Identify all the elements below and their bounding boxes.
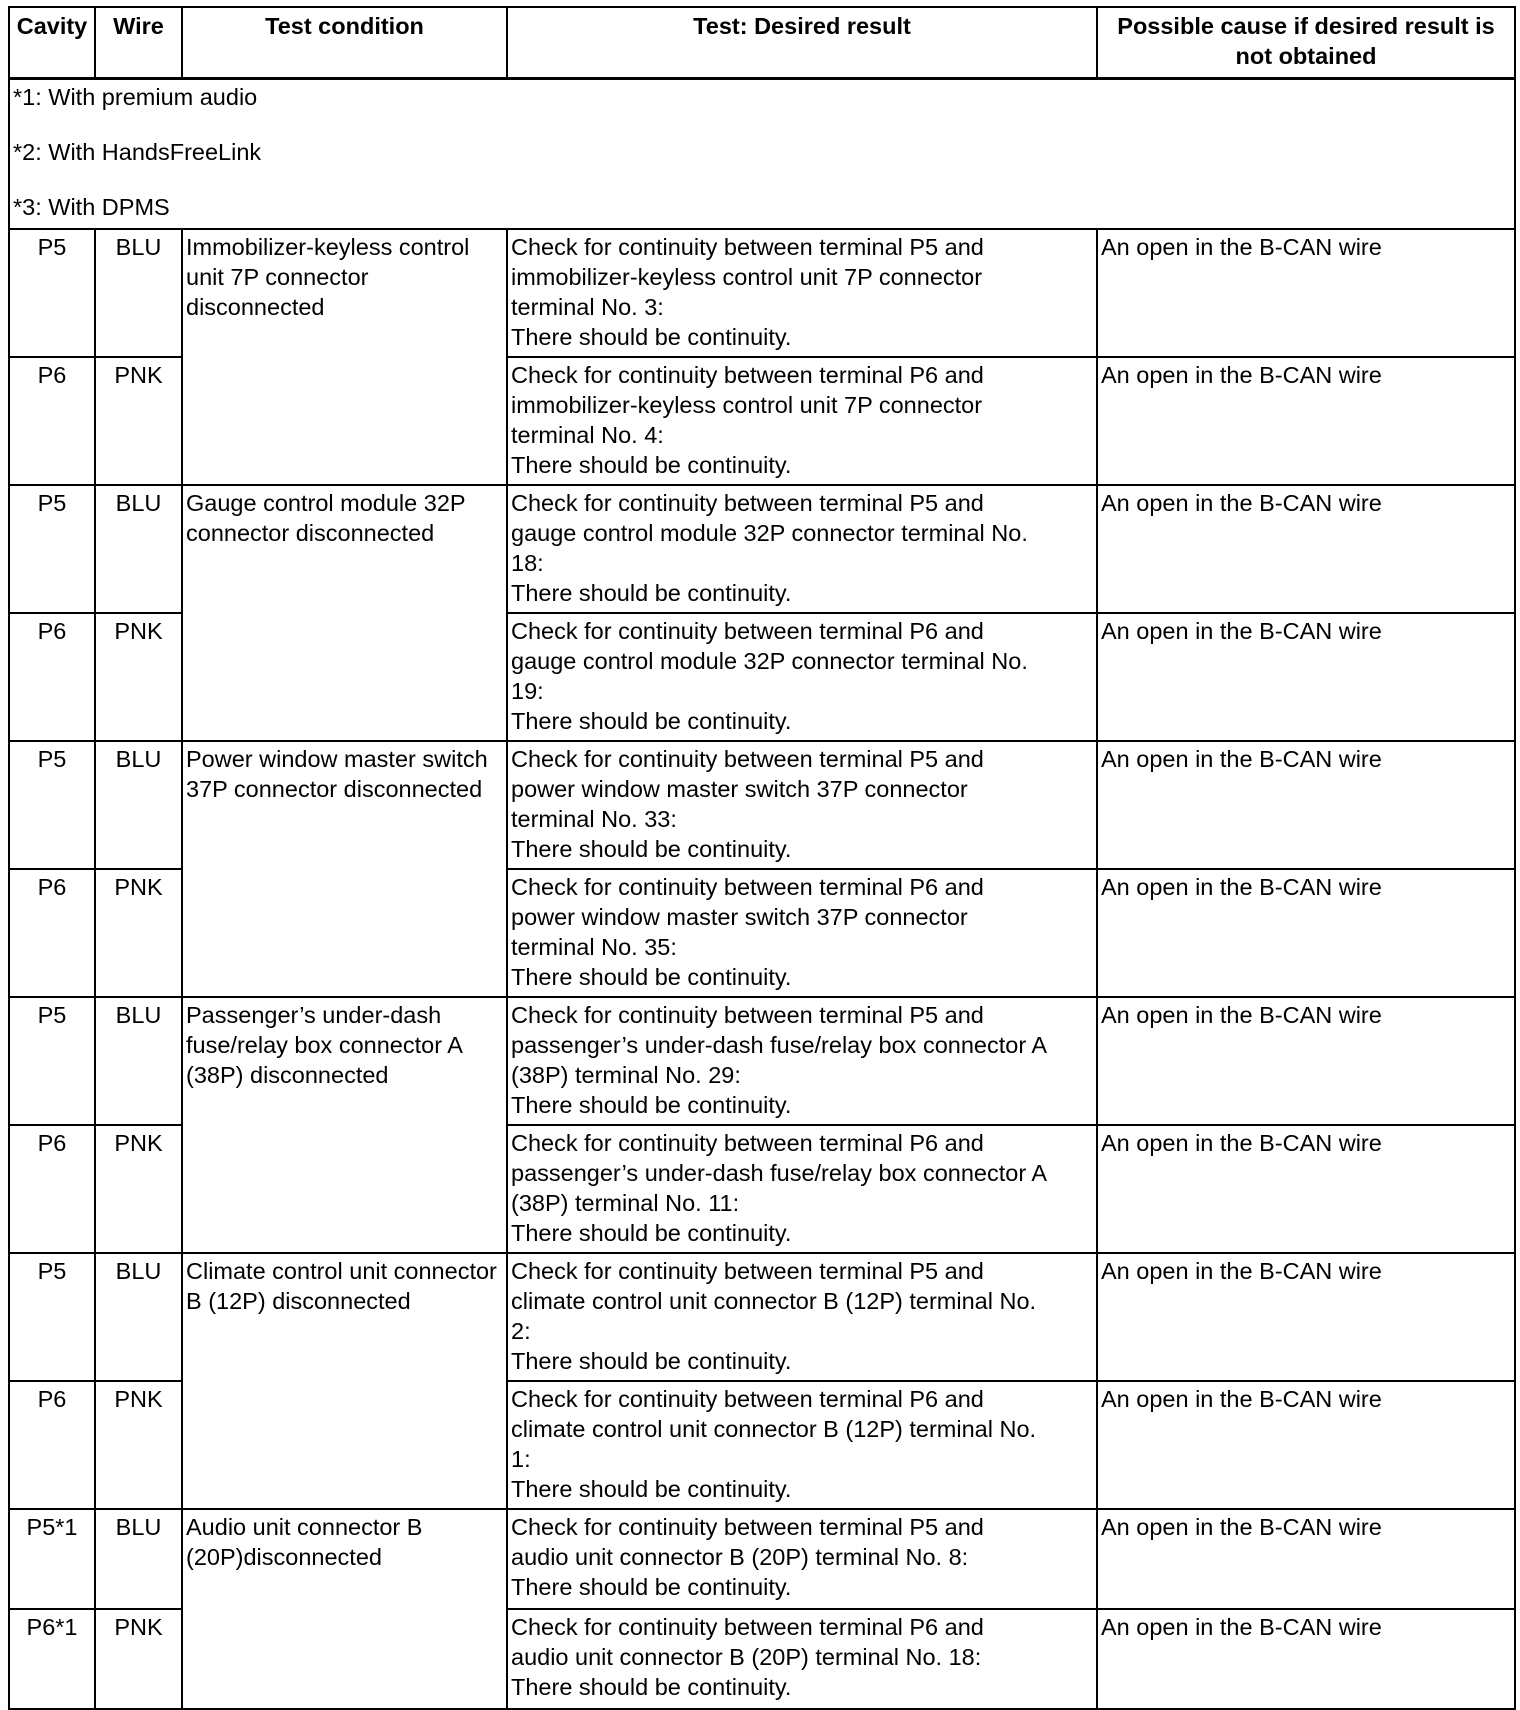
wire-cell: PNK — [95, 357, 182, 485]
result-line: 2: — [511, 1318, 531, 1344]
possible-cause-cell: An open in the B-CAN wire — [1097, 229, 1515, 357]
desired-result-cell — [507, 869, 1097, 997]
result-line: gauge control module 32P connector terminal No. — [511, 648, 1028, 674]
possible-cause-cell: An open in the B-CAN wire — [1097, 1381, 1515, 1509]
cavity-cell: P5*1 — [9, 1509, 95, 1609]
result-line: (38P) terminal No. 29: — [511, 1062, 741, 1088]
result-line: gauge control module 32P connector terminal No. — [511, 520, 1028, 546]
desired-result-cell — [507, 1253, 1097, 1381]
test-condition-cell: Climate control unit connector B (12P) disconnected — [182, 1253, 507, 1509]
desired-result-cell — [507, 1509, 1097, 1609]
desired-result-cell — [507, 997, 1097, 1125]
result-line: 18: — [511, 550, 544, 576]
wire-cell: PNK — [95, 613, 182, 741]
wire-cell: BLU — [95, 1253, 182, 1381]
note-handsfreelink: *2: With HandsFreeLink — [13, 139, 262, 165]
result-line: terminal No. 35: — [511, 934, 677, 960]
table-row — [9, 741, 1515, 869]
desired-result-cell — [507, 741, 1097, 869]
header-row — [9, 7, 1515, 79]
possible-cause-cell: An open in the B-CAN wire — [1097, 997, 1515, 1125]
desired-result-cell — [507, 357, 1097, 485]
result-line: There should be continuity. — [511, 1092, 792, 1118]
possible-cause-cell: An open in the B-CAN wire — [1097, 613, 1515, 741]
result-line: Check for continuity between terminal P5 and — [511, 1514, 984, 1540]
result-line: audio unit connector B (20P) terminal No. 18: — [511, 1644, 982, 1670]
test-condition-cell: Passenger’s under-dash fuse/relay box connector A (38P) disconnected — [182, 997, 507, 1253]
result-line: There should be continuity. — [511, 452, 792, 478]
wire-cell: BLU — [95, 741, 182, 869]
desired-result-cell — [507, 1609, 1097, 1709]
result-line: Check for continuity between terminal P6 and — [511, 874, 984, 900]
test-table — [8, 6, 1516, 1710]
header-desired-result: Test: Desired result — [507, 7, 1097, 79]
cavity-cell: P6 — [9, 869, 95, 997]
result-line: Check for continuity between terminal P6 and — [511, 1386, 984, 1412]
result-line: Check for continuity between terminal P6 and — [511, 1614, 984, 1640]
result-line: Check for continuity between terminal P5 and — [511, 1002, 984, 1028]
table-row — [9, 1509, 1515, 1609]
wire-cell: PNK — [95, 1609, 182, 1709]
cavity-cell: P5 — [9, 485, 95, 613]
table-row — [9, 997, 1515, 1125]
wire-cell: BLU — [95, 997, 182, 1125]
result-line: There should be continuity. — [511, 1348, 792, 1374]
result-line: Check for continuity between terminal P5 and — [511, 746, 984, 772]
result-line: There should be continuity. — [511, 324, 792, 350]
header-cavity: Cavity — [9, 7, 95, 79]
result-line: climate control unit connector B (12P) terminal No. — [511, 1288, 1037, 1314]
result-line: terminal No. 3: — [511, 294, 664, 320]
header-possible-cause-line-2: not obtained — [1235, 43, 1377, 69]
desired-result-cell — [507, 1381, 1097, 1509]
test-condition-cell: Audio unit connector B (20P)disconnected — [182, 1509, 507, 1709]
wire-cell: PNK — [95, 1125, 182, 1253]
result-line: Check for continuity between terminal P5 and — [511, 234, 984, 260]
result-line: audio unit connector B (20P) terminal No. 8: — [511, 1544, 969, 1570]
cavity-cell: P6 — [9, 1381, 95, 1509]
result-line: There should be continuity. — [511, 1220, 792, 1246]
result-line: Check for continuity between terminal P5 and — [511, 490, 984, 516]
cavity-cell: P5 — [9, 1253, 95, 1381]
table-row — [9, 1253, 1515, 1381]
result-line: terminal No. 4: — [511, 422, 664, 448]
test-condition-cell: Gauge control module 32P connector disconnected — [182, 485, 507, 741]
possible-cause-cell: An open in the B-CAN wire — [1097, 1125, 1515, 1253]
table-row — [9, 229, 1515, 357]
possible-cause-cell: An open in the B-CAN wire — [1097, 357, 1515, 485]
result-line: There should be continuity. — [511, 580, 792, 606]
header-test-condition: Test condition — [182, 7, 507, 79]
note-premium-audio: *1: With premium audio — [13, 84, 258, 110]
result-line: Check for continuity between terminal P6 and — [511, 618, 984, 644]
cavity-cell: P5 — [9, 997, 95, 1125]
cavity-cell: P6 — [9, 357, 95, 485]
result-line: There should be continuity. — [511, 1674, 792, 1700]
wire-cell: BLU — [95, 229, 182, 357]
result-line: climate control unit connector B (12P) terminal No. — [511, 1416, 1037, 1442]
result-line: power window master switch 37P connector — [511, 776, 968, 802]
wire-cell: BLU — [95, 1509, 182, 1609]
header-wire: Wire — [95, 7, 182, 79]
result-line: There should be continuity. — [511, 964, 792, 990]
wire-cell: PNK — [95, 1381, 182, 1509]
result-line: Check for continuity between terminal P5 and — [511, 1258, 984, 1284]
result-line: power window master switch 37P connector — [511, 904, 968, 930]
result-line: Check for continuity between terminal P6 and — [511, 1130, 984, 1156]
possible-cause-cell: An open in the B-CAN wire — [1097, 1253, 1515, 1381]
result-line: terminal No. 33: — [511, 806, 677, 832]
result-line: There should be continuity. — [511, 708, 792, 734]
possible-cause-cell: An open in the B-CAN wire — [1097, 1509, 1515, 1609]
test-condition-cell: Power window master switch 37P connector disconnected — [182, 741, 507, 997]
wire-cell: BLU — [95, 485, 182, 613]
possible-cause-cell: An open in the B-CAN wire — [1097, 485, 1515, 613]
result-line: immobilizer-keyless control unit 7P connector — [511, 392, 983, 418]
header-possible-cause-line-1: Possible cause if desired result is — [1117, 13, 1495, 39]
desired-result-cell — [507, 229, 1097, 357]
result-line: 1: — [511, 1446, 531, 1472]
result-line: There should be continuity. — [511, 836, 792, 862]
result-line: There should be continuity. — [511, 1574, 792, 1600]
header-possible-cause — [1097, 7, 1515, 79]
notes-cell — [9, 79, 1515, 230]
possible-cause-cell: An open in the B-CAN wire — [1097, 741, 1515, 869]
cavity-cell: P5 — [9, 741, 95, 869]
result-line: Check for continuity between terminal P6 and — [511, 362, 984, 388]
result-line: passenger’s under-dash fuse/relay box connector A — [511, 1160, 1048, 1186]
result-line: (38P) terminal No. 11: — [511, 1190, 740, 1216]
result-line: immobilizer-keyless control unit 7P connector — [511, 264, 983, 290]
desired-result-cell — [507, 613, 1097, 741]
cavity-cell: P6*1 — [9, 1609, 95, 1709]
cavity-cell: P5 — [9, 229, 95, 357]
result-line: passenger’s under-dash fuse/relay box connector A — [511, 1032, 1048, 1058]
result-line: 19: — [511, 678, 544, 704]
result-line: There should be continuity. — [511, 1476, 792, 1502]
wire-cell: PNK — [95, 869, 182, 997]
cavity-cell: P6 — [9, 1125, 95, 1253]
desired-result-cell — [507, 485, 1097, 613]
note-dpms: *3: With DPMS — [13, 194, 170, 220]
notes-row — [9, 79, 1515, 230]
cavity-cell: P6 — [9, 613, 95, 741]
possible-cause-cell: An open in the B-CAN wire — [1097, 869, 1515, 997]
possible-cause-cell: An open in the B-CAN wire — [1097, 1609, 1515, 1709]
test-condition-cell: Immobilizer-keyless control unit 7P connector disconnected — [182, 229, 507, 485]
table-row — [9, 485, 1515, 613]
desired-result-cell — [507, 1125, 1097, 1253]
